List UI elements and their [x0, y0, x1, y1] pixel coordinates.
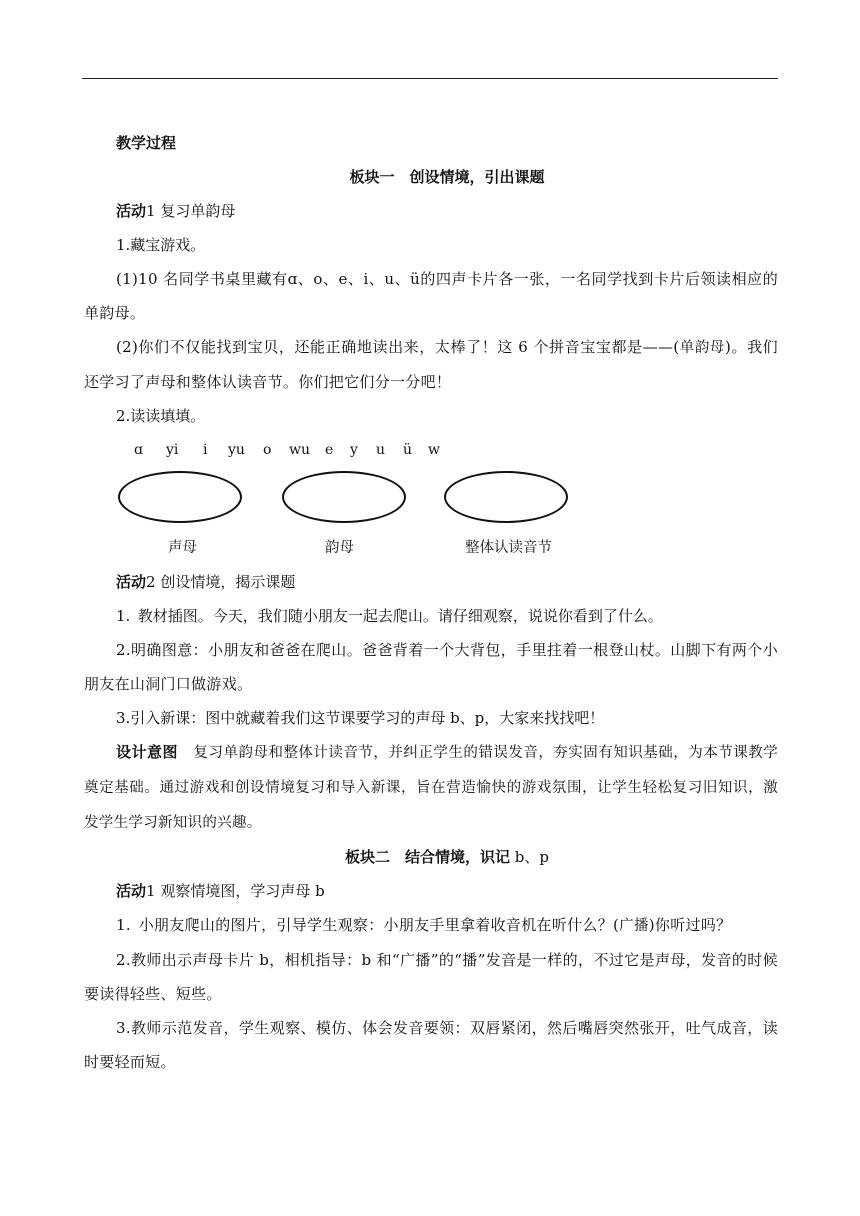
document-page	[84, 126, 778, 1079]
pinyin-item: o	[263, 442, 272, 458]
activity-text: 1 复习单韵母	[146, 202, 236, 220]
activity2-title	[84, 565, 778, 599]
design-label: 设计意图	[116, 743, 178, 761]
item-2: 2.读读填填。	[116, 407, 206, 425]
oval-initials	[118, 471, 242, 523]
pinyin-item: i	[203, 442, 208, 458]
pinyin-item: yu	[228, 442, 245, 458]
b2-activity1-title	[84, 874, 778, 908]
activity1-title	[84, 194, 778, 228]
item-1-2	[84, 330, 778, 399]
b2-item-1	[84, 908, 778, 943]
pinyin-item: yi	[166, 442, 179, 458]
b2-item-3: 3.教师示范发音，学生观察、模仿、体会发音要领：双唇紧闭，然后嘴唇突然张开，吐气成音，读时要轻而短。	[84, 1019, 778, 1071]
b2-item-1-answer: 广播	[619, 918, 649, 934]
pinyin-item: w	[428, 442, 440, 458]
pinyin-item: y	[350, 442, 358, 458]
design-text: 复习单韵母和整体计读音节，并纠正学生的错误发音，夯实固有知识基础，为本节课教学奠定基础。通过游戏和创设情境复习和导入新课，旨在营造愉快的游戏氛围，让学生轻松复习旧知识，激发学生学习新知识的兴趣。	[84, 745, 779, 831]
section-title: 教学过程	[116, 134, 177, 152]
activity-label: 活动	[116, 573, 147, 591]
oval-label: 声母	[168, 540, 197, 556]
oval-finals	[282, 471, 406, 523]
activity-text: 1 观察情境图，学习声母 b	[146, 882, 325, 900]
b2-item-2: 2.教师出示声母卡片 b，相机指导：b 和“广播”的“播”发音是一样的，不过它是声母，发音的时候要读得轻些、短些。	[84, 951, 778, 1003]
pinyin-item: wu	[289, 442, 310, 458]
pinyin-item: u	[376, 442, 386, 458]
item-1-2-start: (2)你们不仅能找到宝贝，还能正确地读出来，太棒了！这 6 个拼音宝宝都是——(	[116, 338, 680, 356]
a2-item-3: 3.引入新课：图中就藏着我们这节课要学习的声母 b、p，大家来找找吧！	[116, 709, 605, 727]
pinyin-item: ü	[403, 442, 413, 458]
header-rule	[82, 78, 778, 79]
pinyin-item: ɑ	[134, 442, 143, 458]
block2-heading-tail: b、p	[510, 848, 549, 866]
oval-syllables	[444, 471, 568, 523]
item-1-2-end: )。我们还学习了声母和整体认读音节。你们把它们分一分吧！	[84, 338, 778, 391]
b2-item-1-end: )你听过吗？	[648, 916, 732, 934]
oval-labels	[84, 531, 778, 565]
pinyin-row	[84, 433, 778, 467]
a2-item-2: 2.明确图意：小朋友和爸爸在爬山。爸爸背着一个大背包，手里拄着一根登山杖。山脚下有两个小朋友在山洞门口做游戏。	[84, 641, 778, 693]
design-intent	[84, 735, 778, 840]
oval-label: 韵母	[325, 540, 354, 556]
sorting-ovals	[84, 471, 778, 531]
item-1: 1.藏宝游戏。	[116, 236, 206, 254]
block2-heading	[84, 840, 778, 874]
block1-heading: 板块一 创设情境，引出课题	[349, 168, 545, 186]
a2-item-1: 1. 教材插图。今天，我们随小朋友一起去爬山。请仔细观察，说说你看到了什么。	[116, 607, 663, 625]
activity-text: 2 创设情境，揭示课题	[146, 573, 296, 591]
item-1-2-answer: 单韵母	[679, 340, 726, 356]
b2-item-1-start: 1. 小朋友爬山的图片，引导学生观察：小朋友手里拿着收音机在听什么？(	[116, 916, 620, 934]
activity-label: 活动	[116, 882, 147, 900]
item-1-1: (1)10 名同学书桌里藏有ɑ、o、e、i、u、ü的四声卡片各一张，一名同学找到卡片后领读相应的单韵母。	[84, 270, 778, 322]
block2-heading-bold: 板块二 结合情境，识记	[345, 848, 511, 866]
activity-label: 活动	[116, 202, 147, 220]
oval-label: 整体认读音节	[465, 540, 552, 556]
pinyin-item: e	[325, 442, 334, 458]
